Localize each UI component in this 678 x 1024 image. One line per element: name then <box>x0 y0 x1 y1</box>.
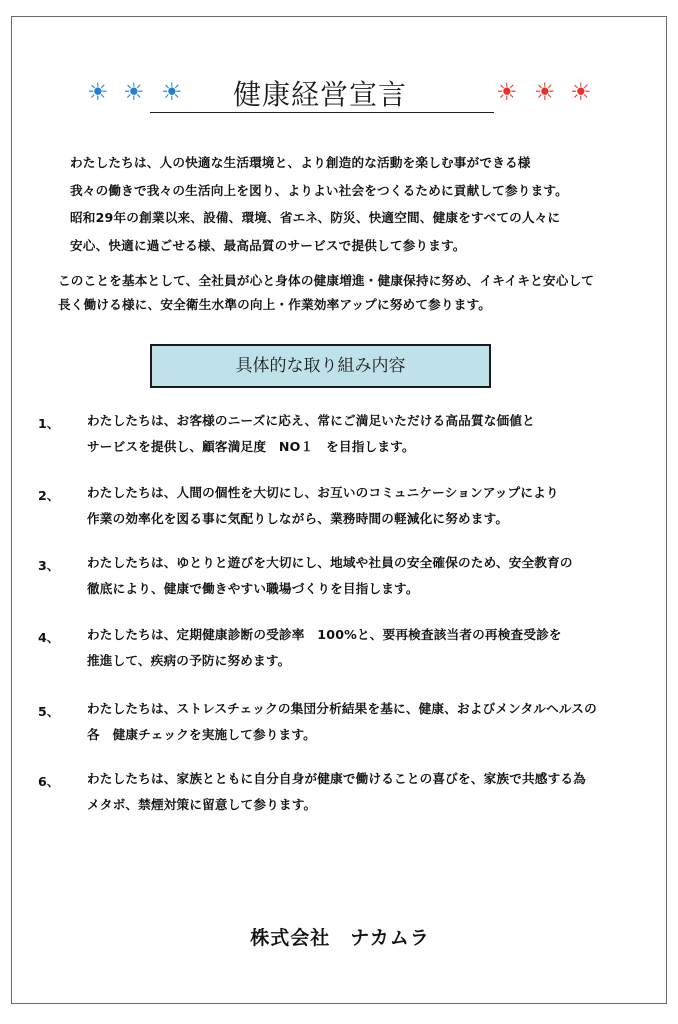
declaration-page <box>11 16 667 1004</box>
intro-line: 我々の働きで我々の生活向上を図り、よりよい社会をつくるために貢献して参ります。 <box>70 182 568 198</box>
intro-line: 昭和29年の創業以来、設備、環境、省エネ、防災、快適空間、健康をすべての人々に <box>70 210 561 225</box>
item-number: 3、 <box>38 558 60 573</box>
policy-line: 長く働ける様に、安全衛生水準の向上・作業効率アップに努めて参ります。 <box>58 297 492 312</box>
item-line: わたしたちは、お客様のニーズに応え、常にご満足いただける高品質な価値と <box>87 413 535 428</box>
sun-icon: ☀ <box>161 78 183 106</box>
page-title: 健康経営宣言 <box>232 78 407 111</box>
item-line: わたしたちは、家族とともに自分自身が健康で働けることの喜びを、家族で共感する為 <box>87 771 586 786</box>
intro-line: わたしたちは、人の快適な生活環境と、より創造的な活動を楽しむ事ができる様 <box>70 155 531 170</box>
item-line: わたしたちは、ストレスチェックの集団分析結果を基に、健康、およびメンタルヘルスの <box>87 701 597 716</box>
item-line: わたしたちは、人間の個性を大切にし、お互いのコミュニケーションアップにより <box>87 485 559 500</box>
policy-line: このことを基本として、全社員が心と身体の健康増進・健康保持に努め、イキイキと安心して <box>58 273 595 288</box>
item-line: 徹底により、健康で働きやすい職場づくりを目指します。 <box>87 581 419 596</box>
item-number: 1、 <box>38 416 60 431</box>
title-underline <box>150 112 494 113</box>
item-number: 6、 <box>38 774 60 789</box>
item-line: わたしたちは、定期健康診断の受診率 100%と、要再検査該当者の再検査受診を <box>87 627 562 642</box>
item-line: わたしたちは、ゆとりと遊びを大切にし、地域や社員の安全確保のため、安全教育の <box>87 555 573 570</box>
sun-icon: ☀ <box>123 78 145 106</box>
policy-paragraph <box>58 273 658 321</box>
title-row <box>12 77 668 127</box>
item-line: サービスを提供し、顧客満足度 NO１ を目指します。 <box>87 439 415 454</box>
company-name: 株式会社 ナカムラ <box>250 927 430 949</box>
sun-icon: ☀ <box>570 78 592 106</box>
item-line: 作業の効率化を図る事に気配りしながら、業務時間の軽減化に努めます。 <box>87 511 509 526</box>
item-number: 4、 <box>38 630 60 645</box>
intro-line: 安心、快適に過ごせる様、最高品質のサービスで提供して参ります。 <box>70 237 466 253</box>
section-heading: 具体的な取り組み内容 <box>150 344 491 388</box>
sun-icon: ☀ <box>496 78 518 106</box>
item-line: 各 健康チェックを実施して参ります。 <box>87 727 316 742</box>
item-number: 2、 <box>38 488 60 503</box>
item-number: 5、 <box>38 704 60 719</box>
sun-icon: ☀ <box>534 78 556 106</box>
item-line: メタボ、禁煙対策に留意して参ります。 <box>87 797 317 812</box>
intro-paragraph <box>70 155 650 265</box>
sun-icon: ☀ <box>87 78 109 106</box>
item-line: 推進して、疾病の予防に努めます。 <box>87 653 291 668</box>
